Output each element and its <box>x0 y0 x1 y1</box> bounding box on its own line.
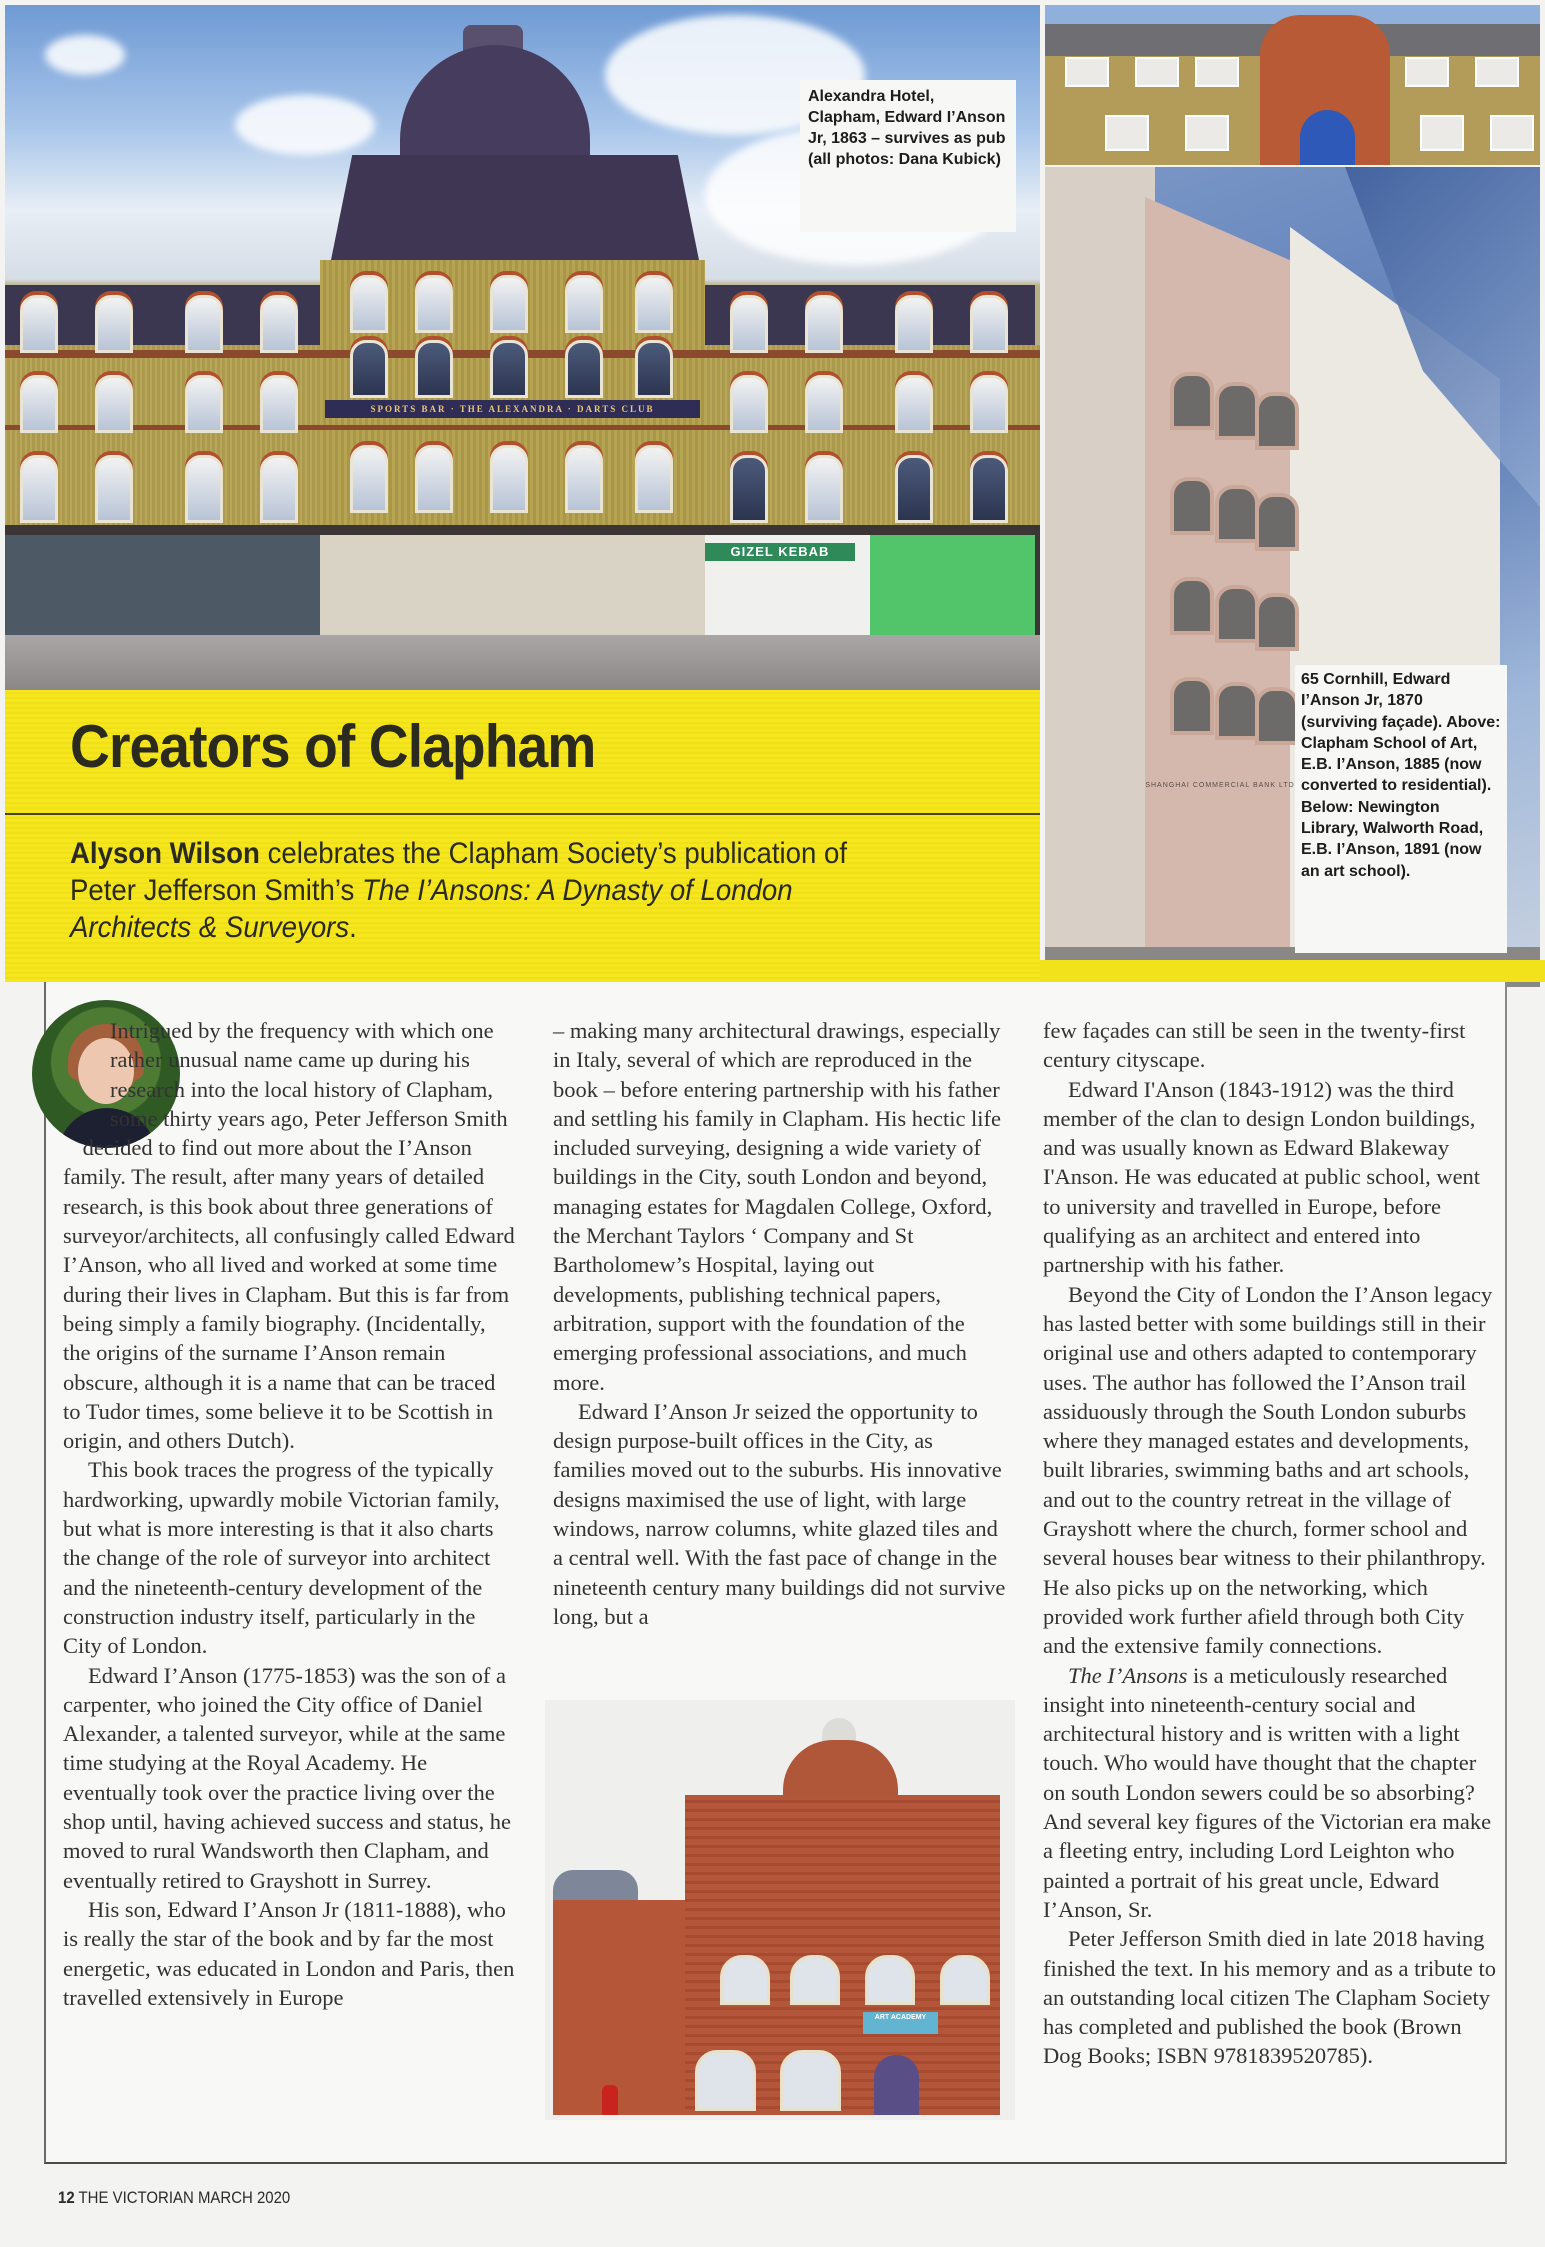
shopfront-left <box>5 535 320 635</box>
pub-sign: SPORTS BAR · THE ALEXANDRA · DARTS CLUB <box>325 400 700 418</box>
window <box>565 445 603 513</box>
newington-library-photo <box>545 1700 1015 2120</box>
cloud <box>45 35 125 75</box>
paragraph: – making many architectural drawings, especially in Italy, several of which are reproduced in the book – before entering partnership with his father and settling his family in Clapham. His hectic life included surveying, designing a wide variety of buildings in the City, south London and beyond, managing estates for Magdalen College, Oxford, the Merchant Taylors ‘ Company and St Bartholomew’s Hospital, laying out developments, publishing technical papers, arbitration, support with the foundation of the emerging professional associations, and much more. <box>553 1018 1002 1395</box>
window <box>260 295 298 353</box>
window <box>730 375 768 433</box>
window <box>805 455 843 523</box>
window <box>490 340 528 398</box>
window <box>350 445 388 513</box>
title-panel-strip <box>1040 960 1545 982</box>
standfirst-end: . <box>349 911 357 944</box>
bank-sign: SHANGHAI COMMERCIAL BANK LTD <box>1145 782 1295 789</box>
mansard-roof <box>330 155 700 265</box>
window <box>1490 115 1534 151</box>
library-door <box>874 2055 919 2115</box>
arched-window <box>1170 577 1214 635</box>
window <box>415 445 453 513</box>
paragraph-text: is a meticulously researched insight into nineteenth-century social and architectural history and is written with a light touch. Who would have thought that the chapter on south London sewers could be so absorbing? And several key figures of the Victorian era make a fleeting entry, including Lord Leighton who painted a portrait of his great uncle, Edward I’Anson, Sr. <box>1043 1662 1492 1922</box>
school-of-art-photo <box>1045 5 1540 165</box>
window <box>185 455 223 523</box>
book-title-inline: The I’Ansons <box>1068 1662 1188 1688</box>
window <box>805 295 843 353</box>
paragraph: Edward I'Anson (1843-1912) was the third member of the clan to design London buildings, and was usually known as Edward Blakeway I'Anson. He was educated at public school, went to university and travelled in Europe, before qualifying as an architect and entered into partnership with his father. <box>1043 1076 1481 1278</box>
window <box>415 275 453 333</box>
window <box>805 375 843 433</box>
standfirst-text: celebrates the Clapham Society’s publication of Peter Jefferson Smith’s <box>70 837 848 907</box>
roof-dome <box>400 45 590 165</box>
brickwood-shopfront <box>870 535 1035 635</box>
paragraph: Edward I’Anson Jr seized the opportunity to design purpose-built offices in the City, as families moved out to the suburbs. His innovative designs maximised the use of light, with large windows, narrow columns, white glazed tiles and a central well. With the fast pace of change in the nineteenth century many buildings did not survive long, but a <box>553 1398 1006 1629</box>
window <box>730 455 768 523</box>
window <box>185 295 223 353</box>
blue-door <box>1300 110 1355 165</box>
library-left-wing <box>553 1900 693 2115</box>
paragraph: His son, Edward I’Anson Jr (1811-1888), who is really the star of the book and by far the most energetic, was educated in London and Paris, then travelled extensively in Europe <box>63 1896 515 2010</box>
publication-issue: THE VICTORIAN MARCH 2020 <box>78 2188 291 2207</box>
window <box>635 275 673 333</box>
cloud <box>235 95 375 155</box>
window <box>790 1955 840 2005</box>
window <box>1475 57 1519 87</box>
article-column-1 <box>63 1016 518 2012</box>
stone-building <box>1045 167 1155 987</box>
paragraph: few façades can still be seen in the twenty-first century cityscape. <box>1043 1018 1466 1073</box>
window <box>95 375 133 433</box>
arched-window <box>1215 585 1259 643</box>
pub-frontage <box>320 535 705 635</box>
window <box>95 455 133 523</box>
arched-window <box>1215 682 1259 740</box>
window <box>1065 57 1109 87</box>
window <box>720 1955 770 2005</box>
window <box>20 375 58 433</box>
window <box>1105 115 1149 151</box>
arched-window <box>1255 392 1299 450</box>
window <box>490 445 528 513</box>
arched-window <box>1255 493 1299 551</box>
string-course <box>5 425 1040 430</box>
kebab-sign: GIZEL KEBAB <box>705 543 855 561</box>
arched-window <box>1170 372 1214 430</box>
arched-window <box>1255 687 1299 745</box>
window <box>95 295 133 353</box>
window <box>20 295 58 353</box>
window <box>1195 57 1239 87</box>
cornhill-photo-caption: 65 Cornhill, Edward I’Anson Jr, 1870 (surviving façade). Above: Clapham School of Art, E.B. I’Anson, 1885 (now converted to residential). Below: Newington Library, Walworth Road, E.B. I’Anson, 1891 (now an art school). <box>1295 665 1507 953</box>
article-column-3 <box>1043 1016 1498 2071</box>
window <box>260 375 298 433</box>
arched-window <box>1170 477 1214 535</box>
author-name: Alyson Wilson <box>70 837 260 870</box>
paragraph: Intrigued by the frequency with which one rather unusual name came up during his research into the local history of Clapham, some thirty years ago, Peter Jefferson Smith decided to find out more about the I’Anson family. The result, after many years of detailed research, is this book about three generations of surveyor/architects, all confusingly called Edward I’Anson, who all lived and worked at some time during their lives in Clapham. But this is far from being simply a family biography. (Incidentally, the origins of the surname I’Anson remain obscure, although it is a name that can be traced to Tudor times, some believe it to be Scottish in origin, and others Dutch). <box>63 1018 515 1454</box>
window <box>970 295 1008 353</box>
window <box>865 1955 915 2005</box>
page-number: 12 <box>58 2188 75 2207</box>
window <box>350 275 388 333</box>
art-academy-sign: ART ACADEMY <box>863 2012 938 2034</box>
book-title: The I’Ansons: A Dynasty of London Architects & Surveyors <box>70 874 793 944</box>
arched-window <box>1255 593 1299 651</box>
window <box>20 455 58 523</box>
window <box>895 295 933 353</box>
window <box>780 2050 841 2111</box>
paragraph <box>1043 1661 1498 1925</box>
paragraph: Peter Jefferson Smith died in late 2018 having finished the text. In his memory and as a tribute to an outstanding local citizen The Clapham Society has completed and published the book (Brown Dog Books; ISBN 9781839520785). <box>1043 1926 1497 2069</box>
pavement <box>5 635 1040 690</box>
hero-photo-caption: Alexandra Hotel, Clapham, Edward I’Anson Jr, 1863 – survives as pub (all photos: Dana Kubick) <box>800 80 1016 232</box>
window <box>1185 115 1229 151</box>
window <box>970 375 1008 433</box>
arched-window <box>1215 382 1259 440</box>
window <box>970 455 1008 523</box>
postbox <box>602 2085 618 2115</box>
window <box>1405 57 1449 87</box>
window <box>260 455 298 523</box>
window <box>635 445 673 513</box>
standfirst <box>70 835 898 946</box>
window <box>895 455 933 523</box>
paragraph: Edward I’Anson (1775-1853) was the son of a carpenter, who joined the City office of Daniel Alexander, a talented surveyor, while at the same time studying at the Royal Academy. He eventually took over the practice living over the shop until, having achieved success and status, he moved to rural Wandsworth then Clapham, and eventually retired to Grayshott in Surrey. <box>63 1662 512 1893</box>
arched-window <box>1215 485 1259 543</box>
window <box>490 275 528 333</box>
window <box>415 340 453 398</box>
window <box>695 2050 756 2111</box>
paragraph: Beyond the City of London the I’Anson legacy has lasted better with some buildings still in their original use and others adapted to contemporary uses. The author has followed the I’Anson trail assiduously through the South London suburbs where they managed estates and developments, built libraries, swimming baths and art schools, and out to the country retreat in the village of Grayshott where the church, former school and several houses bear witness to their philanthropy. He also picks up on the networking, which provided work further afield through both City and the extensive family connections. <box>1043 1281 1493 1659</box>
window <box>185 375 223 433</box>
window <box>565 275 603 333</box>
page-footer <box>58 2188 290 2208</box>
window <box>635 340 673 398</box>
paragraph: This book traces the progress of the typically hardworking, upwardly mobile Victorian family, but what is more interesting is that it also charts the change of the role of surveyor into architect and the nineteenth-century development of the construction industry itself, particularly in the City of London. <box>63 1457 500 1659</box>
window <box>940 1955 990 2005</box>
page-title: Creators of Clapham <box>70 713 596 780</box>
window <box>1420 115 1464 151</box>
window <box>565 340 603 398</box>
arched-window <box>1170 677 1214 735</box>
title-divider <box>5 813 1040 815</box>
window <box>350 340 388 398</box>
article-column-2 <box>553 1016 1008 1631</box>
window <box>895 375 933 433</box>
window <box>1135 57 1179 87</box>
window <box>730 295 768 353</box>
